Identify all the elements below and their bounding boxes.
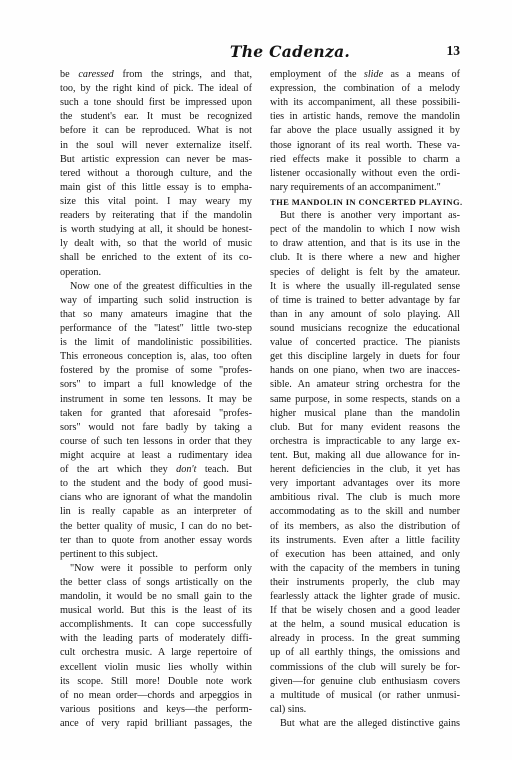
text-line: "Now were it possible to perform only bbox=[70, 562, 252, 574]
text-line: fearlessly attack the lighter grade of music. bbox=[270, 591, 460, 603]
text-line: before it can be reproduced. What is not bbox=[60, 125, 252, 137]
text-line: musical world. But this is the least of its bbox=[60, 605, 252, 617]
text-line: cians who are ignorant of what the mandolin bbox=[60, 492, 252, 504]
text-line: If that be wisely chosen and a good leader bbox=[270, 605, 460, 617]
text-line: very important advantages over its more bbox=[270, 478, 460, 490]
text-line: the student's ear. It must be recognized bbox=[60, 111, 252, 123]
text-line: those ignorant of its real worth. These va- bbox=[270, 139, 460, 151]
text-line: be caressed from the strings, and that, bbox=[60, 69, 252, 80]
text-line: sound musicians recognize the educational bbox=[270, 322, 460, 334]
text-line: herent deficiencies in the club, it yet has bbox=[270, 464, 460, 476]
text-line: mandolin, it would be no small gain to the bbox=[60, 591, 252, 603]
text-line: THE MANDOLIN IN CONCERTED PLAYING. bbox=[270, 196, 463, 207]
text-line: ter than to quote from another essay words bbox=[60, 534, 252, 546]
text-line: listener occasionally without even the ordi- bbox=[270, 167, 460, 179]
text-line: This erroneous conception is, alas, too often bbox=[60, 351, 252, 363]
text-line: readers by reiterating that if the mandolin bbox=[60, 210, 252, 222]
text-line: of its members, as also the distribution of bbox=[270, 520, 460, 532]
text-line: ly dealt with, so that the world of music bbox=[60, 238, 252, 250]
text-line: ties in artistic hands, remove the mandolin bbox=[270, 111, 460, 123]
text-line: same purpose, in some respects, stands on a bbox=[270, 393, 460, 405]
text-line: a multitude of musical (or rather unmusi- bbox=[270, 689, 460, 701]
text-line: club. But for many evident reasons the bbox=[270, 421, 460, 433]
text-line: of no mean order—chords and arpeggios in bbox=[60, 689, 252, 701]
text-line: tent. But, making all due allowance for in- bbox=[270, 449, 460, 461]
text-line: to the student and the body of good musi- bbox=[60, 478, 252, 490]
text-line: various positions and keys—the perform- bbox=[60, 703, 252, 715]
text-line: ance of very rapid brilliant passages, the bbox=[60, 718, 252, 730]
text-line: accommodating as to the skill and number bbox=[270, 506, 460, 518]
text-line: is worth studying at all, it should be honest- bbox=[60, 224, 252, 236]
text-line: lin is really capable as an interpreter of bbox=[60, 506, 252, 518]
running-title: The Cadenza. bbox=[229, 42, 351, 61]
text-line: too, by the right kind of pick. The ideal of bbox=[60, 83, 252, 95]
text-line: pect of the mandolin to which I now wish bbox=[270, 224, 460, 236]
text-line: expression, the combination of a melody bbox=[270, 83, 460, 95]
text-line: fostered by the promise of some "profes- bbox=[60, 365, 252, 377]
text-line: pertinent to this subject. bbox=[60, 548, 158, 560]
text-line: of the art which they don't teach. But bbox=[60, 464, 252, 476]
text-line: But there is another very important as- bbox=[280, 210, 460, 222]
text-line: might acquire at least a rudimentary idea bbox=[60, 449, 252, 461]
left-column bbox=[60, 68, 252, 731]
text-line: sors" to impart a full knowledge of the bbox=[60, 379, 252, 391]
text-line: than in any amount of solo playing. All bbox=[270, 308, 460, 320]
text-line: performance of the "latest" little two-step bbox=[60, 322, 252, 334]
text-line: shall be enriched to the extent of its co- bbox=[60, 252, 252, 264]
text-line: orchestra is impracticable to any large ex- bbox=[270, 435, 460, 447]
text-line: size this vital point. I may weary my bbox=[60, 195, 252, 207]
text-line: given—for genuine club enthusiasm covers bbox=[270, 675, 460, 687]
text-line: with the leading parts of moderately diffi- bbox=[60, 633, 252, 645]
text-line: sible. An amateur string orchestra for the bbox=[270, 379, 460, 391]
text-line: its scope. Still more! Double note work bbox=[60, 675, 252, 687]
text-line: value of concerted practice. The pianists bbox=[270, 337, 460, 349]
text-line: excellent violin music lies wholly within bbox=[60, 661, 252, 673]
text-line: main gist of this little essay is to empha- bbox=[60, 181, 252, 193]
text-line: taken for granted that aforesaid "profes- bbox=[60, 407, 252, 419]
text-line: ambitious rival. The club is much more bbox=[270, 492, 460, 504]
text-line: such a tone should first be impressed upon bbox=[60, 97, 252, 109]
text-line: operation. bbox=[60, 266, 102, 278]
text-line: at the helm, a sound musical education is bbox=[270, 619, 460, 631]
text-line: hands on one piano, when two are inacces- bbox=[270, 365, 460, 377]
text-line: cult orchestra music. A large repertoire of bbox=[60, 647, 252, 659]
text-line: already in process. In the great summing bbox=[270, 633, 460, 645]
text-line: of time is trained to better advantage by far bbox=[270, 294, 460, 306]
text-line: sors" would not fare badly by taking a bbox=[60, 421, 252, 433]
text-line: course of such ten lessons in order that they bbox=[60, 435, 252, 447]
text-line: in the soul will never externalize itself. bbox=[60, 139, 252, 151]
text-line: It is where the usually ill-regulated sense bbox=[270, 280, 460, 292]
text-line: species of delight is felt by the amateur. bbox=[270, 266, 460, 278]
page-header bbox=[60, 42, 460, 62]
text-line: is the limit of mandolinistic possibilities. bbox=[60, 337, 252, 349]
text-line: way of imparting such solid instruction is bbox=[60, 294, 252, 306]
text-line: that so many amateurs imagine that the bbox=[60, 308, 252, 320]
text-line: But artistic expression can never be mas- bbox=[60, 153, 252, 165]
text-line: up of all earthly things, the omissions and bbox=[270, 647, 460, 659]
text-line: commissions of the club will surely be for- bbox=[270, 661, 460, 673]
text-line: higher musical plane than the mandolin bbox=[270, 407, 460, 419]
text-line: accomplishments. It can cope successfully bbox=[60, 619, 252, 631]
text-line: cal) sins. bbox=[270, 703, 307, 715]
text-line: far above the place usually assigned it by bbox=[270, 125, 460, 137]
text-line: with its accompaniment, all these possibili- bbox=[270, 97, 460, 109]
right-column bbox=[270, 68, 463, 731]
text-line: Now one of the greatest difficulties in the bbox=[70, 280, 252, 292]
text-line: employment of the slide as a means of bbox=[270, 69, 460, 80]
text-line: tered without a thorough culture, and the bbox=[60, 167, 252, 179]
text-line: nary requirements of an accompaniment." bbox=[270, 181, 441, 193]
text-line: instrument in some ten lessons. It may be bbox=[60, 393, 252, 405]
text-line: to draw attention, and that is its use in the bbox=[270, 238, 460, 250]
text-line: the better class of songs artistically on the bbox=[60, 576, 252, 588]
text-line: the better quality of music, I can do no bet- bbox=[60, 520, 252, 532]
text-line: But what are the alleged distinctive gains bbox=[280, 718, 460, 730]
text-line: ried effects make it possible to charm a bbox=[270, 153, 460, 165]
text-line: its instruments. Even after a little facility bbox=[270, 534, 460, 546]
text-line: with the capacity of the members in tuning bbox=[270, 562, 460, 574]
text-line: club. It is there where a new and higher bbox=[270, 252, 460, 264]
text-line: of execution has been attained, and only bbox=[270, 548, 460, 560]
text-line: their instruments properly, the club may bbox=[270, 576, 460, 588]
page-number: 13 bbox=[446, 43, 460, 58]
text-line: get this discipline largely in duets for four bbox=[270, 351, 460, 363]
